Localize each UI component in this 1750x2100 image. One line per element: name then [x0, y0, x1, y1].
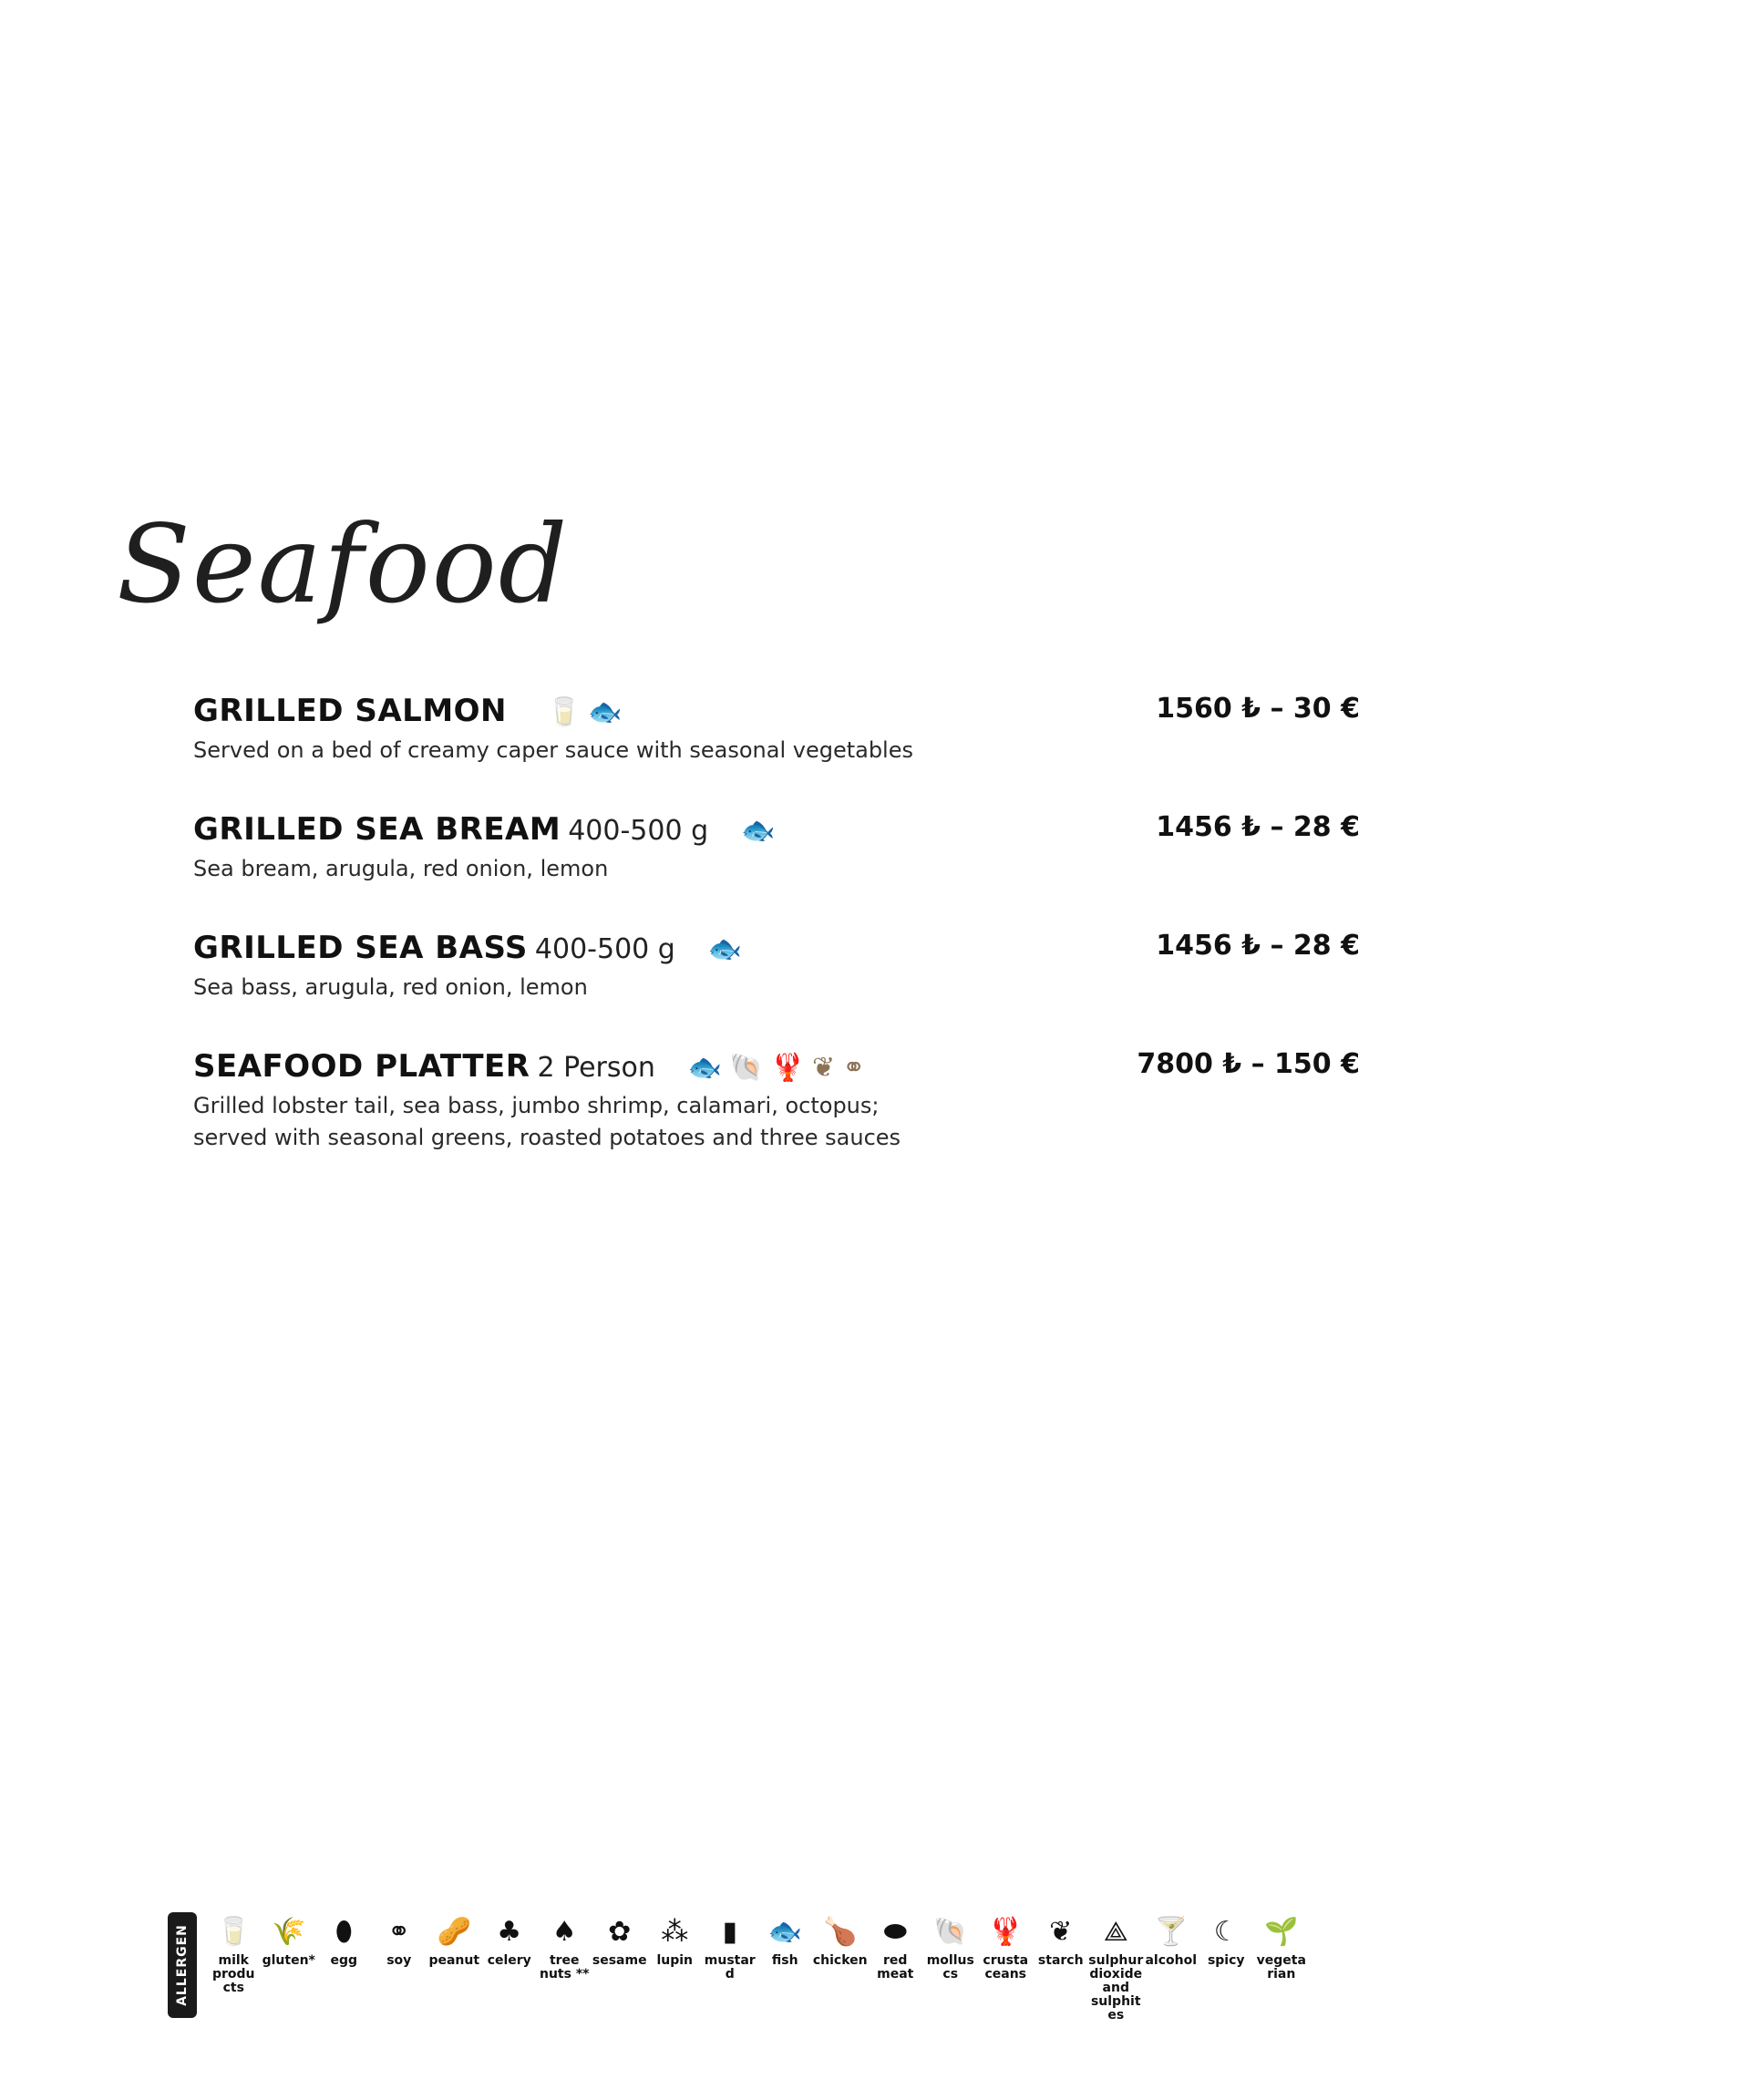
- allergen-legend-item: [647, 1916, 703, 2023]
- menu-item-allergen-icons: [707, 933, 743, 965]
- molluscs-icon: 🐚: [933, 1916, 968, 1948]
- allergen-label: spicy: [1207, 1953, 1245, 1968]
- section-heading: Seafood: [117, 501, 570, 627]
- menu-item-quantity: 2 Person: [537, 1052, 655, 1084]
- allergen-legend-item: [206, 1916, 262, 2023]
- allergen-list: [206, 1916, 1309, 2023]
- peanut-icon: 🥜: [437, 1916, 471, 1948]
- allergen-label: alcohol: [1145, 1953, 1198, 1968]
- soy-icon: ⚭: [387, 1916, 411, 1948]
- molluscs-icon: 🐚: [729, 1052, 764, 1084]
- spicy-icon: ☾: [1213, 1916, 1239, 1948]
- menu-item-description: Served on a bed of creamy caper sauce with seasonal vegetables: [193, 737, 913, 763]
- milk-products-icon: 🥛: [216, 1916, 251, 1948]
- menu-item-price: 7800 ₺ – 150 €: [1137, 1048, 1360, 1080]
- allergen-legend-item: [316, 1916, 372, 2023]
- allergen-legend-item: [1088, 1916, 1144, 2023]
- fish-icon: 🐟: [588, 696, 623, 728]
- fish-icon: 🐟: [687, 1052, 723, 1084]
- menu-item-quantity: 400-500 g: [534, 933, 675, 965]
- allergen-label: fish: [771, 1953, 798, 1968]
- allergen-legend-item: [482, 1916, 538, 2023]
- crustaceans-icon: 🦞: [988, 1916, 1023, 1948]
- allergen-label: soy: [386, 1953, 412, 1968]
- starch-icon: ❦: [1049, 1916, 1073, 1948]
- allergen-legend-item: [978, 1916, 1034, 2023]
- menu-item: [193, 930, 1360, 1004]
- menu-item-description: Sea bass, arugula, red onion, lemon: [193, 974, 588, 1000]
- mustard-icon: ▮: [722, 1916, 737, 1948]
- allergen-legend-item: [1199, 1916, 1254, 2023]
- alcohol-icon: 🍸: [1154, 1916, 1189, 1948]
- allergen-label: lupin: [656, 1953, 694, 1968]
- menu-item-quantity: 400-500 g: [568, 815, 709, 847]
- gluten-icon: 🌾: [272, 1916, 306, 1948]
- allergen-label: crusta ceans: [983, 1953, 1029, 1982]
- fish-icon: 🐟: [707, 933, 743, 965]
- allergen-legend-item: [703, 1916, 758, 2023]
- allergen-legend-item: [757, 1916, 813, 2023]
- allergen-legend-item: [592, 1916, 648, 2023]
- menu-item: [193, 693, 1360, 767]
- allergen-label: gluten*: [262, 1953, 315, 1968]
- menu-item-allergen-icons: [687, 1052, 866, 1084]
- chicken-icon: 🍗: [823, 1916, 858, 1948]
- allergen-label: vegetarian: [1256, 1953, 1306, 1982]
- menu-item: [193, 811, 1360, 885]
- allergen-label: mustard: [704, 1953, 756, 1982]
- egg-icon: ⬮: [335, 1916, 353, 1948]
- celery-icon: ♣: [497, 1916, 522, 1948]
- allergen-legend: [168, 1912, 1389, 2027]
- allergen-legend-item: [923, 1916, 979, 2023]
- allergen-label: peanut: [428, 1953, 480, 1968]
- starch-icon: ❦: [811, 1052, 836, 1084]
- menu-item-allergen-icons: [741, 815, 776, 847]
- allergen-tag: [168, 1912, 197, 2018]
- allergen-legend-item: [262, 1916, 317, 2023]
- allergen-label: red meat: [877, 1953, 914, 1982]
- allergen-label: egg: [330, 1953, 358, 1968]
- allergen-label: molluscs: [926, 1953, 974, 1982]
- allergen-label: celery: [487, 1953, 531, 1968]
- menu-item-price: 1456 ₺ – 28 €: [1156, 930, 1360, 962]
- allergen-legend-item: [537, 1916, 592, 2023]
- menu-item-description: Sea bream, arugula, red onion, lemon: [193, 856, 609, 881]
- allergen-label: milk produ cts: [211, 1953, 255, 1995]
- sulphur-dioxide-icon: ⟁: [1103, 1916, 1128, 1948]
- allergen-legend-item: [372, 1916, 427, 2023]
- menu-item-price: 1456 ₺ – 28 €: [1156, 811, 1360, 843]
- menu-item-name: SEAFOOD PLATTER: [193, 1048, 530, 1085]
- menu-item-price: 1560 ₺ – 30 €: [1156, 693, 1360, 725]
- menu-item-name: GRILLED SEA BASS: [193, 930, 528, 966]
- menu-item: [193, 1048, 1360, 1154]
- milk-products-icon: 🥛: [547, 696, 582, 728]
- allergen-label: sesame: [592, 1953, 647, 1968]
- allergen-label: sulphur dioxide and sulphites: [1088, 1953, 1144, 2023]
- menu-item-allergen-icons: [547, 696, 623, 728]
- red-meat-icon: ⬬: [883, 1916, 908, 1948]
- soy-icon: ⚭: [842, 1052, 866, 1084]
- allergen-title: ALLERGEN: [175, 1924, 190, 2006]
- allergen-legend-item: [427, 1916, 482, 2023]
- lupin-icon: ⁂: [661, 1916, 689, 1948]
- allergen-legend-item: [868, 1916, 923, 2023]
- allergen-legend-item: [1144, 1916, 1199, 2023]
- vegetarian-icon: 🌱: [1264, 1916, 1299, 1948]
- menu-item-description: Grilled lobster tail, sea bass, jumbo shrimp, calamari, octopus; served with seasonal greens, roasted potatoes and three sauces: [193, 1093, 901, 1150]
- fish-icon: 🐟: [741, 815, 776, 847]
- allergen-label: starch: [1037, 1953, 1084, 1968]
- menu-item-name: GRILLED SEA BREAM: [193, 811, 561, 848]
- sesame-icon: ✿: [608, 1916, 632, 1948]
- fish-icon: 🐟: [767, 1916, 802, 1948]
- crustaceans-icon: 🦞: [770, 1052, 805, 1084]
- allergen-label: tree nuts **: [540, 1953, 590, 1982]
- tree-nuts-icon: ♠: [551, 1916, 577, 1948]
- allergen-legend-item: [1254, 1916, 1310, 2023]
- allergen-legend-item: [813, 1916, 869, 2023]
- allergen-label: chicken: [812, 1953, 868, 1968]
- allergen-legend-item: [1034, 1916, 1089, 2023]
- menu-item-name: GRILLED SALMON: [193, 693, 508, 729]
